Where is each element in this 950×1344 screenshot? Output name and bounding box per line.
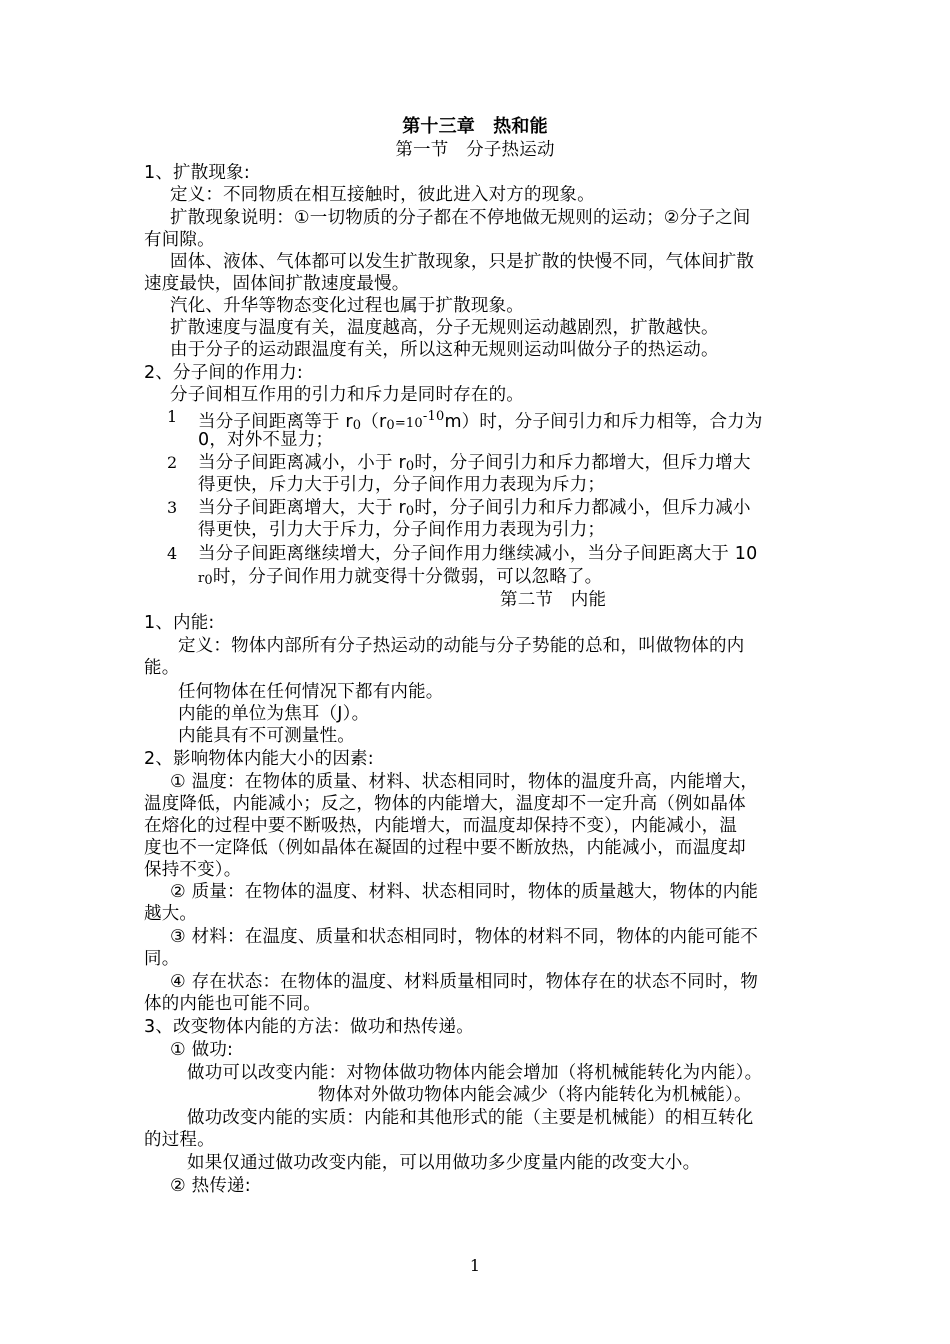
- paragraph-line: 固体、液体、气体都可以发生扩散现象，只是扩散的快慢不同，气体间扩散: [170, 252, 755, 272]
- text-span: 时，分子间引力和斥力都减小，但斥力减小: [414, 498, 751, 518]
- heading-diffusion: 1、扩散现象:: [144, 163, 250, 183]
- chapter-title: 第十三章 热和能: [402, 116, 548, 137]
- subscript: 0: [386, 418, 395, 433]
- list-item-number: 4: [167, 544, 178, 563]
- paragraph-line: 物体对外做功物体内能会减少（将内能转化为机械能）。: [318, 1085, 752, 1105]
- text-span: 当分子间距离增大，大于 r: [198, 498, 406, 518]
- text-span: m）时，分子间引力和斥力相等，合力为: [444, 412, 763, 432]
- paragraph-line: 的过程。: [144, 1130, 215, 1150]
- paragraph-line: 在熔化的过程中要不断吸热，内能增大，而温度却保持不变），内能减小，温: [144, 816, 738, 836]
- paragraph-line: ① 温度：在物体的质量、材料、状态相同时，物体的温度升高，内能增大，: [170, 772, 759, 792]
- subscript: 0: [204, 573, 213, 588]
- subscript: 0: [352, 418, 362, 433]
- list-item-line: 0，对外不显力；: [198, 430, 334, 450]
- paragraph-line: ② 质量：在物体的温度、材料、状态相同时，物体的质量越大，物体的内能: [170, 882, 759, 902]
- paragraph-line: 内能的单位为焦耳（J）。: [178, 704, 370, 724]
- text-span: 当分子间距离等于 r: [198, 412, 353, 432]
- paragraph-line: 如果仅通过做功改变内能，可以用做功多少度量内能的改变大小。: [187, 1153, 701, 1173]
- paragraph-line: 有间隙。: [144, 230, 215, 250]
- superscript: -10: [422, 409, 445, 424]
- paragraph-line: 体的内能也可能不同。: [144, 994, 321, 1014]
- paragraph-line: 扩散现象说明：①一切物质的分子都在不停地做无规则的运动；②分子之间: [170, 208, 751, 228]
- paragraph-line: ② 热传递:: [170, 1176, 251, 1196]
- subscript: 0: [405, 459, 415, 474]
- text-span: r: [198, 571, 205, 586]
- text-span: 时，分子间作用力就变得十分微弱，可以忽略了。: [212, 567, 603, 587]
- heading-internal-energy: 1、内能:: [144, 613, 215, 633]
- paragraph-line: 扩散速度与温度有关，温度越高，分子无规则运动越剧烈，扩散越快。: [170, 318, 719, 338]
- text-span: 时，分子间引力和斥力都增大，但斥力增大: [414, 453, 751, 473]
- paragraph-line: 保持不变）。: [144, 860, 242, 880]
- paragraph-line: 速度最快，固体间扩散速度最慢。: [144, 274, 410, 294]
- subscript: 0: [405, 504, 415, 519]
- paragraph-line: 内能具有不可测量性。: [178, 726, 355, 746]
- section-title-2: 第二节 内能: [500, 590, 607, 610]
- paragraph-line: 度也不一定降低（例如晶体在凝固的过程中要不断放热，内能减小，而温度却: [144, 838, 746, 858]
- paragraph-line: 能。: [144, 658, 180, 678]
- paragraph-line: 汽化、升华等物态变化过程也属于扩散现象。: [170, 296, 524, 316]
- page-number: 1: [469, 1256, 481, 1275]
- list-item-number: 3: [167, 498, 178, 517]
- paragraph-line: 温度降低，内能减小；反之，物体的内能增大，温度却不一定升高（例如晶体: [144, 794, 746, 814]
- heading-factors: 2、影响物体内能大小的因素:: [144, 749, 374, 769]
- paragraph-line: 定义：不同物质在相互接触时，彼此进入对方的现象。: [170, 185, 595, 205]
- list-item-number: 1: [167, 407, 178, 426]
- paragraph-line: 分子间相互作用的引力和斥力是同时存在的。: [170, 385, 524, 405]
- section-title-1: 第一节 分子热运动: [395, 140, 555, 160]
- text-span: （r: [361, 412, 387, 432]
- list-item-number: 2: [167, 453, 178, 472]
- heading-molecular-force: 2、分子间的作用力:: [144, 363, 304, 383]
- paragraph-line: 做功改变内能的实质：内能和其他形式的能（主要是机械能）的相互转化: [187, 1108, 754, 1128]
- paragraph-line: ① 做功:: [170, 1040, 234, 1060]
- paragraph-line: ④ 存在状态：在物体的温度、材料质量相同时，物体存在的状态不同时，物: [170, 972, 759, 992]
- paragraph-line: 定义：物体内部所有分子热运动的动能与分子势能的总和，叫做物体的内: [178, 636, 745, 656]
- paragraph-line: 做功可以改变内能：对物体做功物体内能会增加（将机械能转化为内能）。: [187, 1063, 763, 1083]
- list-item-line: 当分子间距离继续增大，分子间作用力继续减小，当分子间距离大于 10: [198, 544, 758, 564]
- text-span: 当分子间距离减小，小于 r: [198, 453, 406, 473]
- paragraph-line: 同。: [144, 949, 180, 969]
- paragraph-line: ③ 材料：在温度、质量和状态相同时，物体的材料不同，物体的内能可能不: [170, 927, 759, 947]
- list-item-line: 得更快，斥力大于引力，分子间作用力表现为斥力；: [198, 475, 606, 495]
- list-item-line: 得更快，引力大于斥力，分子间作用力表现为引力；: [198, 520, 606, 540]
- paragraph-line: 任何物体在任何情况下都有内能。: [178, 682, 444, 702]
- paragraph-line: 由于分子的运动跟温度有关，所以这种无规则运动叫做分子的热运动。: [170, 340, 719, 360]
- paragraph-line: 越大。: [144, 904, 198, 924]
- text-span: =10: [394, 416, 423, 431]
- heading-methods: 3、改变物体内能的方法：做功和热传递。: [144, 1017, 474, 1037]
